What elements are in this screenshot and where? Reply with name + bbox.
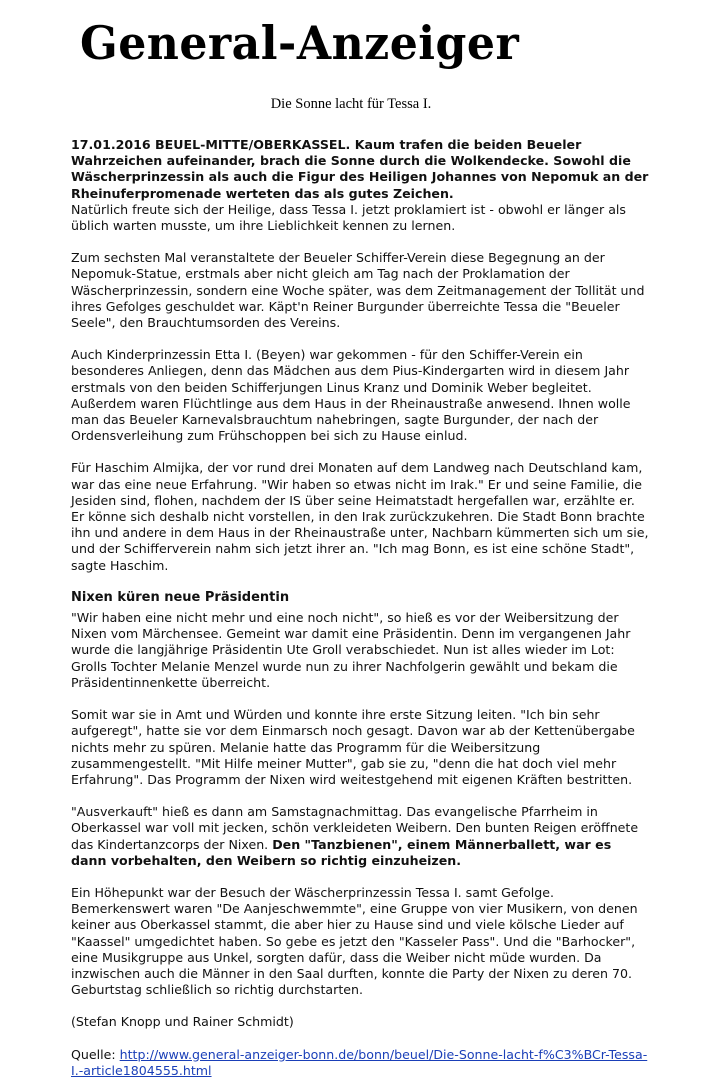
paragraph: Zum sechsten Mal veranstaltete der Beueler Schiffer-Verein diese Begegnung an der Nepomuk-Statue, erstmals aber nicht gleich am Tag nach der Proklamation der Wäscherprinzessin, sondern eine Woche später, was dem Zeitmanagement der Tollität und ihres Gefolges geschuldet war. Käpt'n Reiner Burgunder überreichte Tessa die "Beueler Seele", den Brauchtumsorden des Vereins. [71,250,645,331]
paragraph: Auch Kinderprinzessin Etta I. (Beyen) war gekommen - für den Schiffer-Verein ein besonderes Anliegen, denn das Mädchen aus dem Pius-Kindergarten wird in diesem Jahr erstmals von den beiden Schifferjungen Linus Kranz und Dominik Weber begleitet. Außerdem waren Flüchtlinge aus dem Haus in der Rheinaustraße anwesend. Ihnen wolle man das Beueler Karnevalsbrauchtum nahebringen, sagte Burgunder, der nach der Ordensverleihung zum Frühschoppen bei sich zu Hause einlud. [71,347,631,444]
source-label: Quelle: [71,1046,120,1062]
newspaper-masthead: General-Anzeiger [80,16,520,70]
paragraph: Ein Höhepunkt war der Besuch der Wäscherprinzessin Tessa I. samt Gefolge. Bemerkenswert waren "De Aanjeschwemmte", eine Gruppe von vier Musikern, von denen keiner aus Oberkassel stammt, die aber hier zu Hause sind und viele kölsche Lieder auf "Kaassel" umgedichtet haben. So gebe es jetzt den "Kasseler Pass". Und die "Barhocker", eine Musikgruppe aus Unkel, sorgten dafür, dass die Weiber nicht müde wurden. Da inzwischen auch die Männer in den Saal durften, konnte die Party der Nixen zu deren 70. Geburtstag schließlich so richtig durchstarten. [71,884,638,998]
paragraph-text: "Ausverkauft" hieß es dann am Samstagnachmittag. Das evangelische Pfarrheim in Oberkassel war voll mit jecken, schön verkleideten Weibern. Den bunten Reigen eröffnete das Kindertanzcorps der Nixen. [71,804,639,852]
paragraph: "Wir haben eine nicht mehr und eine noch nicht", so hieß es vor der Weibersitzung der Nixen vom Märchensee. Gemeint war damit eine Präsidentin. Denn im vergangenen Jahr wurde die langjährige Präsidentin Ute Groll verabschiedet. Nun ist alles wieder im Lot: Grolls Tochter Melanie Menzel wurde nun zu ihrer Nachfolgerin gewählt und bekam die Präsidentinnenkette überreicht. [71,610,631,690]
source-line [71,1047,651,1079]
paragraph: Somit war sie in Amt und Würden und konnte ihre erste Sitzung leiten. "Ich bin sehr aufgeregt", hatte sie vor dem Einmarsch noch gesagt. Davon war ab der Kettenübergabe nichts mehr zu spüren. Melanie hatte das Programm für die Weibersitzung zusammengestellt. "Mit Hilfe meiner Mutter", gab sie zu, "denn die hat doch viel mehr Erfahrung". Das Programm der Nixen wird weitestgehend mit eigenen Kräften bestritten. [71,707,635,787]
paragraph-mixed [71,804,651,869]
paragraph: Natürlich freute sich der Heilige, dass Tessa I. jetzt proklamiert ist - obwohl er länger als üblich warten musste, um ihre Lieblichkeit kennen zu lernen. [71,201,626,234]
paragraph: Für Haschim Almijka, der vor rund drei Monaten auf dem Landweg nach Deutschland kam, war das eine neue Erfahrung. "Wir haben so etwas nicht im Irak." Er und seine Familie, die Jesiden sind, flohen, nachdem der IS über seine Heimatstadt hergefallen war, erzählte er. Er könne sich deshalb nicht vorstellen, in den Irak zurückzukehren. Die Stadt Bonn brachte ihn und andere in dem Haus in der Rheinaustraße unter, Nachbarn kümmerten sich um sie, und der Schifferverein nahm sich jetzt ihrer an. "Ich mag Bonn, es ist eine schöne Stadt", sagte Haschim. [71,460,649,573]
section-subheading: Nixen küren neue Präsidentin [71,589,290,605]
paragraph-bold-text: Den "Tanzbienen", einem Männerballett, war es dann vorbehalten, den Weibern so richtig einzuheizen. [71,836,612,868]
source-link[interactable]: http://www.general-anzeiger-bonn.de/bonn/beuel/Die-Sonne-lacht-f%C3%BCr-Tessa-I.-article1804555.html [71,1046,648,1078]
article-authors: (Stefan Knopp und Rainer Schmidt) [71,1014,294,1030]
article-title: Die Sonne lacht für Tessa I. [270,96,432,112]
article-lead: 17.01.2016 BEUEL-MITTE/OBERKASSEL. Kaum trafen die beiden Beueler Wahrzeichen aufeinander, brach die Sonne durch die Wolkendecke. Sowohl die Wäscherprinzessin als auch die Figur des Heiligen Johannes von Nepomuk an der Rheinuferpromenade werteten das als gutes Zeichen. [71,137,649,201]
article-body [71,137,651,1079]
